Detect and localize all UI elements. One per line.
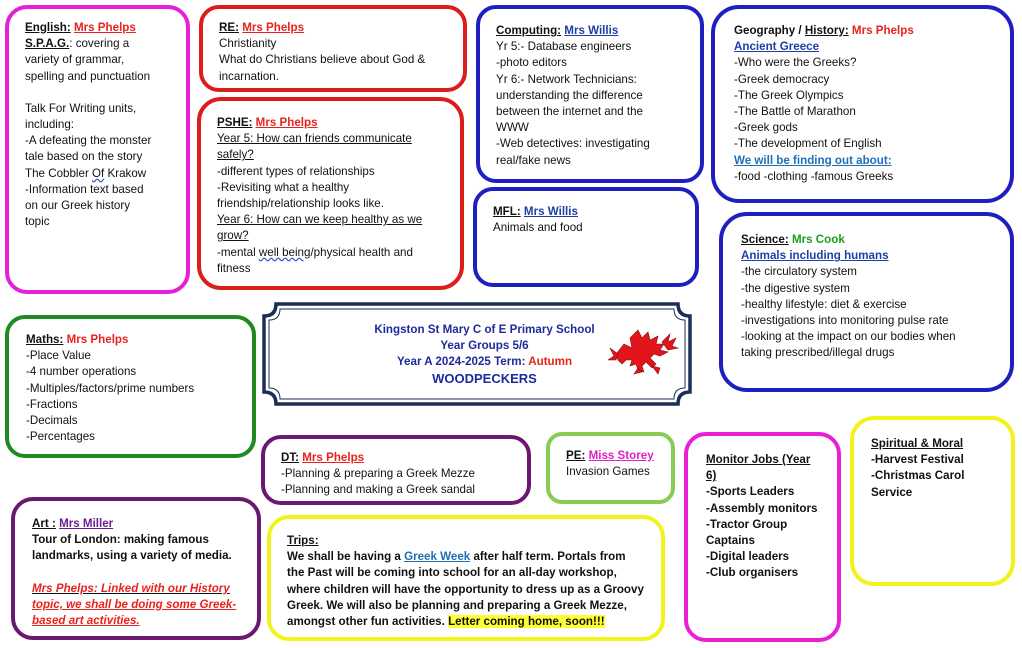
english-line: Krakow [104, 166, 147, 180]
pshe-y6-question: Year 6: How can we keep healthy as we [217, 213, 423, 227]
english-line: including: [25, 118, 74, 132]
monitor-title-cont: 6) [706, 469, 717, 483]
academic-year: Year A 2024-2025 Term: [396, 355, 529, 369]
trips-line: amongst other fun activities. [287, 615, 449, 629]
spiritual-line: Service [871, 485, 913, 499]
pshe-line: /physical health and [310, 245, 413, 259]
english-line: tale based on the story [25, 150, 143, 164]
maths-line: -Decimals [26, 414, 78, 428]
pshe-line: -mental [217, 245, 259, 259]
geography-subject: Geography / [734, 24, 805, 37]
trips-line: after half term. Portals from [470, 550, 626, 564]
school-name: Kingston St Mary C of E Primary School [374, 323, 595, 336]
science-line: -the digestive system [741, 281, 850, 295]
geography-line: -The Battle of Marathon [734, 105, 856, 119]
spiritual-moral-panel [850, 416, 1015, 586]
pe-panel [546, 432, 675, 504]
science-panel [719, 212, 1014, 392]
welsh-dragon-icon [608, 324, 680, 376]
computing-line: WWW [496, 121, 529, 135]
trips-line: Greek. We will also be planning and preparing a Greek Mezze, [287, 598, 627, 612]
geography-teacher: Mrs Phelps [851, 24, 914, 37]
computing-line: Yr 5:- Database engineers [496, 40, 632, 54]
pshe-y6-question-cont: grow? [217, 229, 249, 243]
computing-line: real/fake news [496, 153, 571, 167]
spiritual-title: Spiritual & Moral [871, 437, 964, 450]
pshe-line: friendship/relationship looks like. [217, 197, 384, 211]
english-teacher: Mrs Phelps [73, 21, 136, 34]
re-panel [199, 5, 467, 92]
re-subject: RE: [219, 21, 239, 34]
pshe-line: -different types of relationships [217, 164, 375, 178]
science-line: taking prescribed/illegal drugs [741, 346, 895, 360]
pshe-y5-question: Year 5: How can friends communicate [217, 132, 412, 146]
art-note-line: based art activities. [32, 614, 140, 628]
trips-line: We shall be having a [287, 550, 405, 564]
computing-line: -Web detectives: investigating [496, 137, 650, 151]
pshe-line: -Revisiting what a healthy [217, 180, 350, 194]
monitor-line: -Sports Leaders [706, 485, 795, 499]
art-line: Tour of London: making famous [32, 533, 209, 547]
english-line: on our Greek history [25, 199, 131, 213]
trips-panel [267, 515, 665, 641]
spiritual-line: -Christmas Carol [871, 469, 965, 483]
english-line: : covering a [69, 37, 130, 51]
maths-line: -Multiples/factors/prime numbers [26, 381, 195, 395]
english-line: -A defeating the monster [25, 134, 152, 148]
pshe-subject: PSHE: [217, 116, 253, 129]
maths-teacher: Mrs Phelps [66, 333, 129, 346]
science-teacher: Mrs Cook [791, 233, 845, 246]
monitor-line: -Club organisers [706, 566, 799, 580]
term-name: Autumn [528, 355, 573, 369]
maths-panel [5, 315, 256, 458]
art-note-line: : Linked with our History [93, 581, 230, 595]
trips-title: Trips: [287, 534, 319, 547]
mfl-subject: MFL: [493, 205, 521, 218]
school-banner [262, 302, 692, 406]
spiritual-line: -Harvest Festival [871, 453, 964, 467]
re-line: Christianity [219, 37, 277, 51]
class-name: WOODPECKERS [432, 370, 537, 386]
trips-line: the Past will be coming into school for an all-day workshop, [287, 566, 617, 580]
maths-line: -Place Value [26, 349, 91, 363]
art-line: landmarks, using a variety of media. [32, 549, 232, 563]
dt-subject: DT: [281, 451, 300, 464]
geography-line: -Who were the Greeks? [734, 56, 857, 70]
monitor-line: Captains [706, 534, 755, 548]
pshe-teacher: Mrs Phelps [255, 116, 318, 129]
english-line: spelling and punctuation [25, 69, 151, 83]
science-topic: Animals including humans [741, 249, 889, 263]
maths-subject: Maths: [26, 333, 64, 346]
pe-subject: PE: [566, 449, 586, 462]
english-panel [5, 5, 190, 294]
science-line: -the circulatory system [741, 265, 857, 279]
geography-line: -Greek democracy [734, 72, 830, 86]
geography-topic: Ancient Greece [734, 40, 820, 54]
science-subject: Science: [741, 233, 789, 246]
pshe-word-wellbeing: well being [258, 245, 311, 259]
english-line: Talk For Writing units, [25, 101, 137, 115]
english-subject: English: [25, 21, 71, 34]
computing-line: understanding the difference [496, 88, 643, 102]
geography-line: -Greek gods [734, 121, 798, 135]
geography-line: -food -clothing -famous Greeks [734, 169, 894, 183]
re-line: What do Christians believe about God & [219, 53, 426, 67]
computing-teacher: Mrs Willis [564, 24, 619, 37]
english-line: The Cobbler [25, 166, 93, 180]
pshe-panel [197, 97, 464, 290]
computing-line: Yr 6:- Network Technicians: [496, 72, 637, 86]
dt-line: -Planning and making a Greek sandal [281, 483, 475, 497]
mfl-teacher: Mrs Willis [523, 205, 578, 218]
monitor-line: -Assembly monitors [706, 501, 818, 515]
science-line: -looking at the impact on our bodies when [741, 330, 956, 344]
history-subject: History: [804, 24, 849, 37]
science-line: -investigations into monitoring pulse rate [741, 314, 949, 328]
geography-line: -The Greek Olympics [734, 88, 844, 102]
computing-line: between the internet and the [496, 105, 643, 119]
maths-line: -Fractions [26, 397, 78, 411]
maths-line: -4 number operations [26, 365, 137, 379]
english-line: variety of grammar, [25, 53, 125, 67]
english-line: -Information text based [25, 182, 144, 196]
computing-line: -photo editors [496, 56, 567, 70]
monitor-line: -Digital leaders [706, 550, 790, 564]
dt-line: -Planning & preparing a Greek Mezze [281, 467, 475, 481]
re-line: incarnation. [219, 69, 279, 83]
pshe-y5-question-cont: safely? [217, 148, 254, 162]
pshe-line: fitness [217, 261, 251, 275]
trips-line: where children will have the opportunity to dress up as a Groovy [287, 582, 644, 596]
art-subject: Art [32, 517, 52, 530]
art-note-line: topic, we shall be doing some Greek- [32, 597, 237, 611]
art-teacher: Mrs Miller [59, 517, 114, 530]
dt-teacher: Mrs Phelps [302, 451, 365, 464]
re-teacher: Mrs Phelps [242, 21, 305, 34]
mfl-line: Animals and food [493, 221, 583, 235]
letter-highlight: Letter coming home, soon!!! [448, 615, 605, 629]
computing-subject: Computing: [496, 24, 562, 37]
monitor-title: Monitor Jobs (Year [706, 453, 811, 466]
geography-history-panel [711, 5, 1014, 203]
mfl-panel [473, 187, 699, 287]
monitor-jobs-panel [684, 432, 841, 642]
pe-teacher: Miss Storey [588, 449, 654, 462]
computing-panel [476, 5, 704, 183]
pe-line: Invasion Games [566, 465, 650, 479]
greek-week-link[interactable]: Greek Week [404, 550, 471, 564]
year-groups: Year Groups 5/6 [440, 339, 529, 353]
monitor-line: -Tractor Group [706, 517, 788, 531]
dt-panel [261, 435, 531, 505]
english-word-of: Of [92, 166, 105, 180]
geography-finding-link[interactable]: We will be finding out about: [734, 153, 892, 167]
art-colon: : [51, 517, 56, 530]
spag-label: S.P.A.G. [25, 37, 70, 51]
art-panel [11, 497, 261, 640]
english-line: topic [25, 215, 50, 229]
maths-line: -Percentages [26, 430, 95, 444]
science-line: -healthy lifestyle: diet & exercise [741, 297, 907, 311]
art-note-teacher: Mrs Phelps [32, 581, 94, 595]
geography-line: -The development of English [734, 137, 882, 151]
